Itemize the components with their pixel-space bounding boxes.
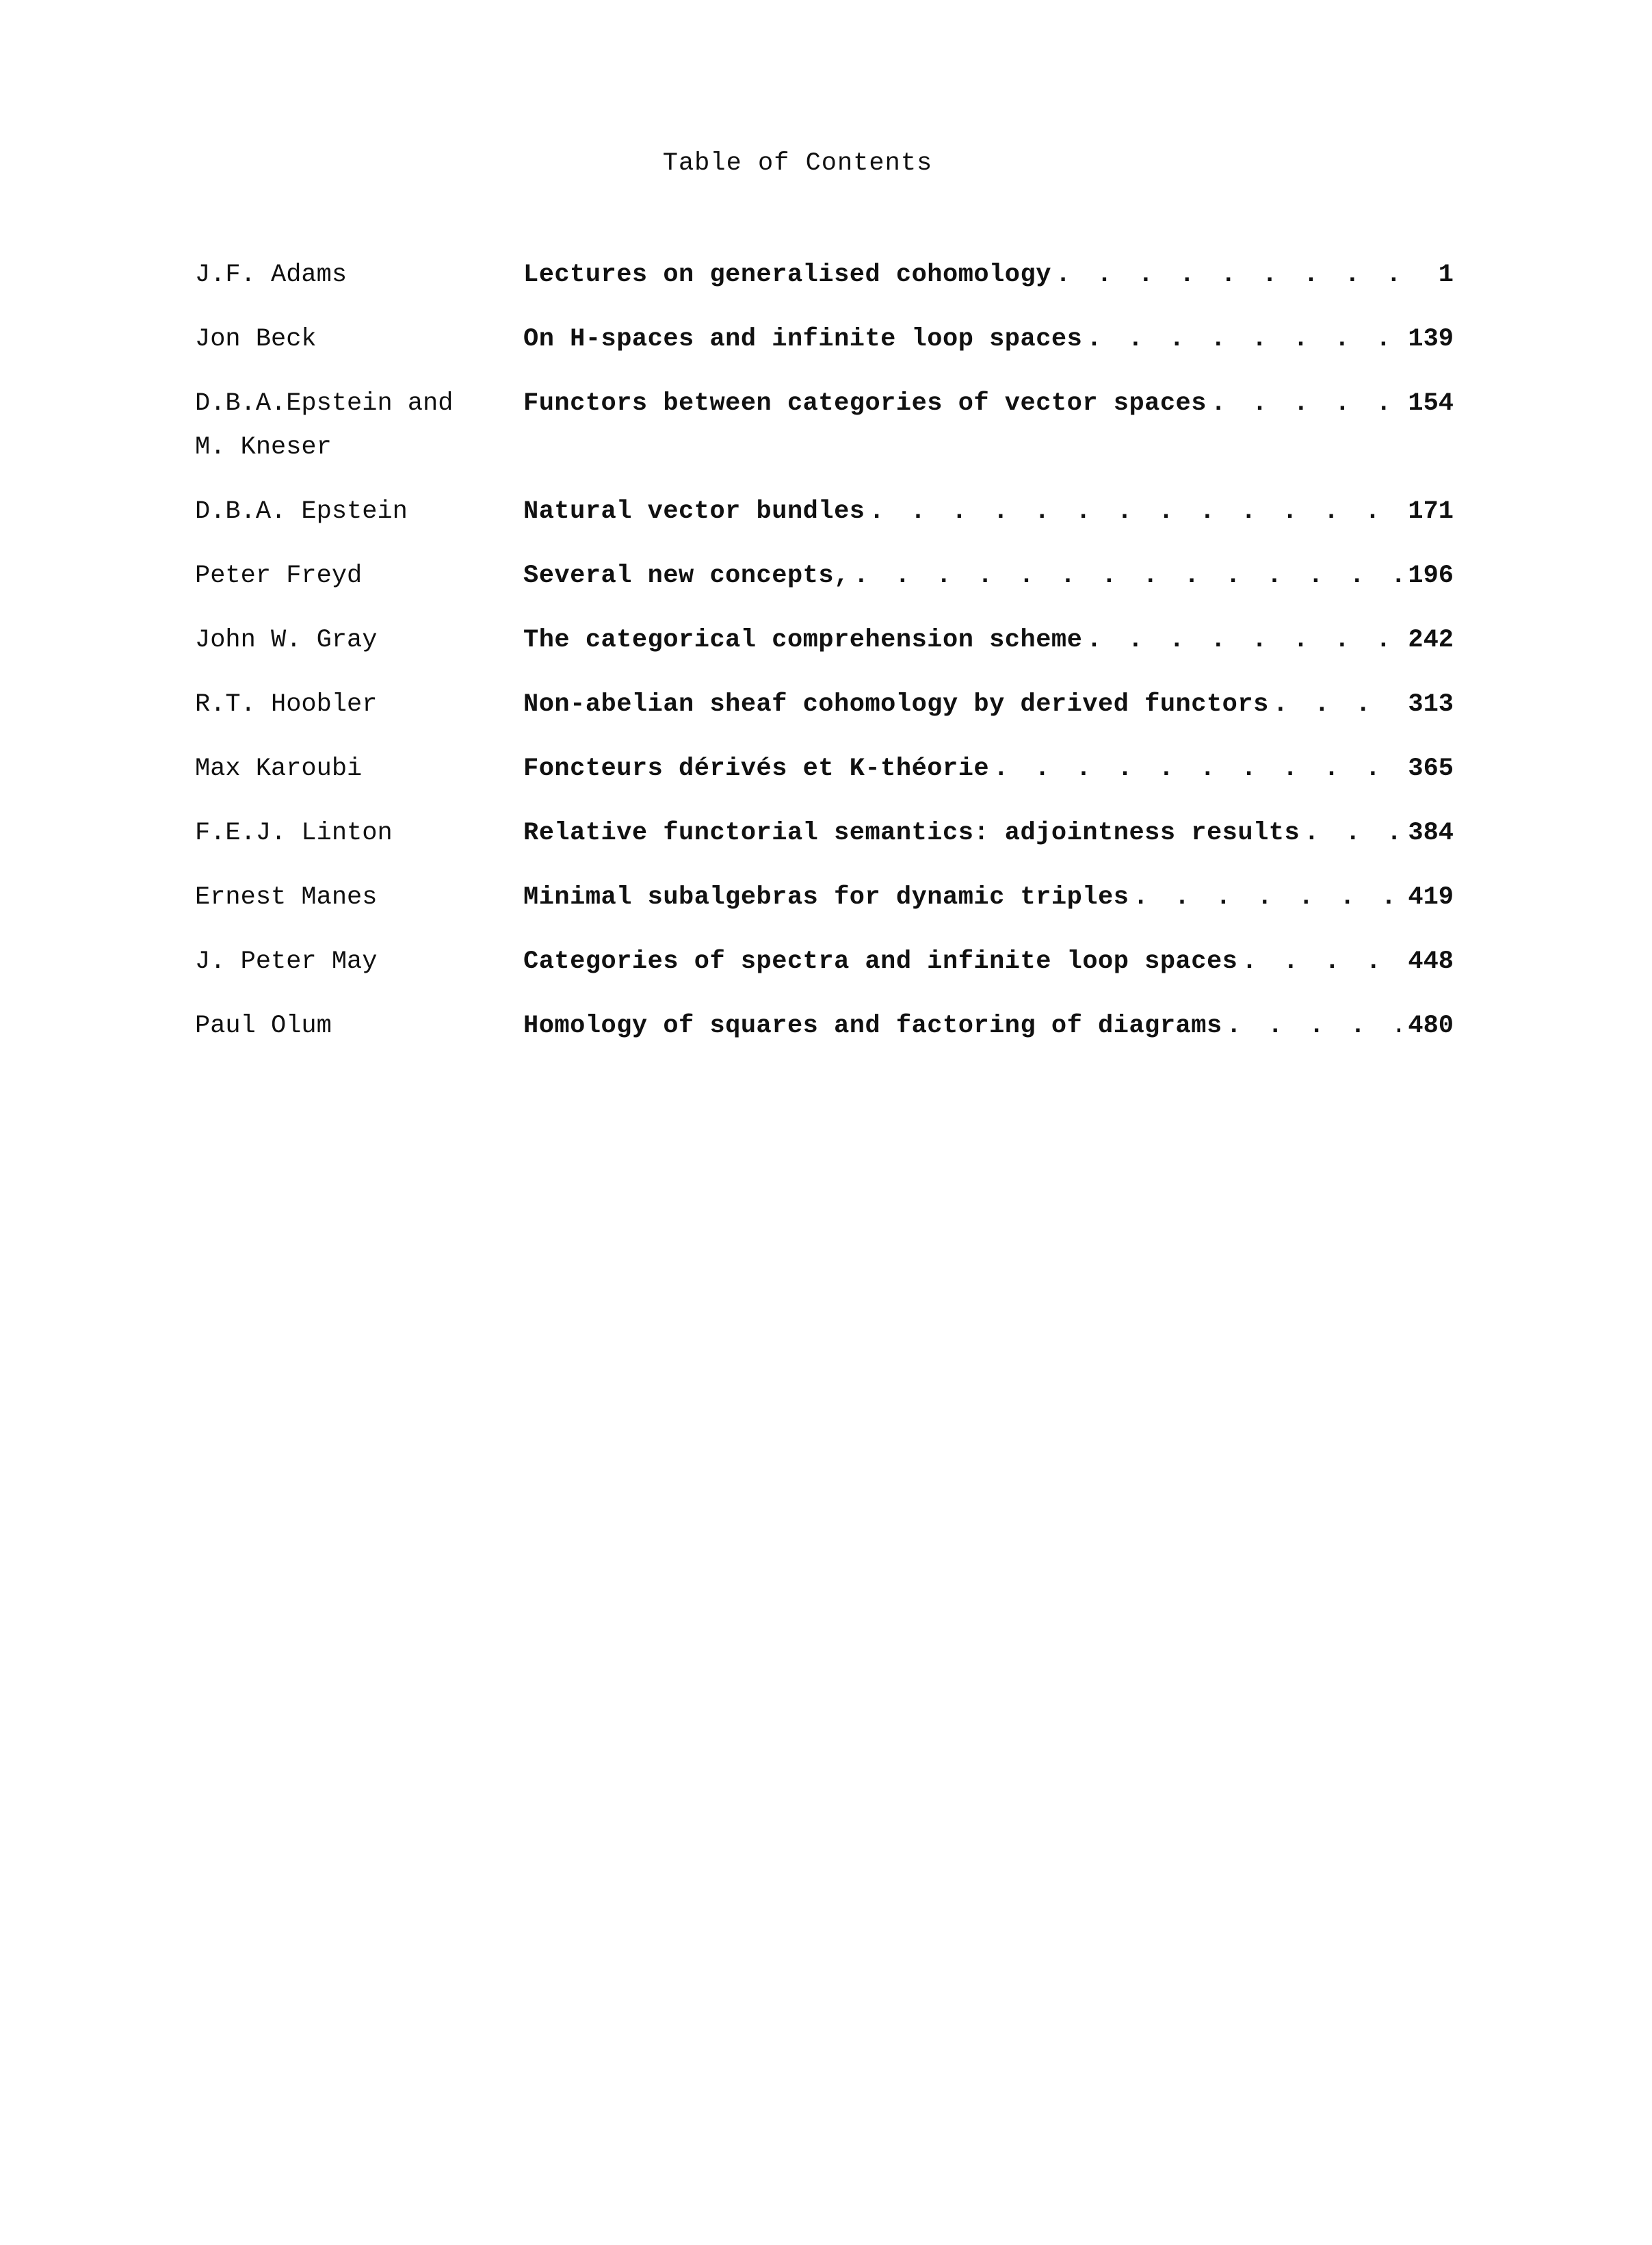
entry-line <box>523 561 1454 591</box>
entry-line <box>523 260 1454 290</box>
entry-author: F.E.J. Linton <box>195 819 393 848</box>
toc-entry <box>195 1011 1454 1048</box>
entry-author: Peter Freyd <box>195 562 363 590</box>
entry-author: Ernest Manes <box>195 883 378 912</box>
entry-line <box>523 389 1454 419</box>
toc-entry <box>195 818 1454 855</box>
entry-title: Relative functorial semantics: adjointness results <box>523 819 1300 848</box>
table-of-contents <box>195 260 1454 1075</box>
entry-line <box>523 497 1454 527</box>
dot-leader <box>854 561 1400 591</box>
entry-line <box>523 625 1454 655</box>
entry-page-number: 171 <box>1408 497 1454 526</box>
toc-entry <box>195 882 1454 919</box>
entry-page-number: 384 <box>1408 819 1454 848</box>
toc-entry <box>195 260 1454 297</box>
entry-author: Paul Olum <box>195 1012 332 1040</box>
toc-entry <box>195 947 1454 984</box>
entry-line <box>523 324 1454 354</box>
entry-title: Non-abelian sheaf cohomology by derived functors <box>523 690 1269 719</box>
entry-author: D.B.A. Epstein <box>195 497 408 526</box>
entry-page-number: 139 <box>1408 325 1454 354</box>
entry-author: Jon Beck <box>195 325 317 354</box>
dot-leader <box>1086 324 1400 354</box>
entry-line <box>523 947 1454 977</box>
entry-line <box>523 882 1454 913</box>
entry-line <box>523 818 1454 848</box>
entry-line <box>523 754 1454 784</box>
entry-author: J.F. Adams <box>195 261 348 289</box>
entry-page-number: 313 <box>1408 690 1454 719</box>
entry-title: Categories of spectra and infinite loop spaces <box>523 947 1238 976</box>
entry-author: D.B.A.Epstein and M. Kneser <box>195 389 454 462</box>
entry-page-number: 242 <box>1408 626 1454 655</box>
toc-entry <box>195 324 1454 361</box>
dot-leader <box>1227 1011 1400 1041</box>
toc-entry <box>195 497 1454 534</box>
entry-title: Foncteurs dérivés et K-théorie <box>523 754 990 783</box>
entry-title: Homology of squares and factoring of diagrams <box>523 1012 1222 1040</box>
dot-leader <box>993 754 1400 784</box>
dot-leader <box>869 497 1400 527</box>
entry-title: Several new concepts, <box>523 562 850 590</box>
entry-page-number: 1 <box>1438 261 1454 289</box>
dot-leader <box>1086 625 1400 655</box>
dot-leader <box>1242 947 1400 977</box>
dot-leader <box>1133 882 1400 913</box>
entry-line <box>523 1011 1454 1041</box>
page-title: Table of Contents <box>662 149 933 178</box>
entry-author: R.T. Hoobler <box>195 690 378 719</box>
dot-leader <box>1211 389 1400 419</box>
toc-entry <box>195 389 1454 469</box>
entry-page-number: 480 <box>1408 1012 1454 1040</box>
toc-entry <box>195 561 1454 598</box>
entry-page-number: 448 <box>1408 947 1454 976</box>
entry-title: The categorical comprehension scheme <box>523 626 1083 655</box>
entry-page-number: 154 <box>1408 389 1454 418</box>
entry-title: Lectures on generalised cohomology <box>523 261 1051 289</box>
toc-entry <box>195 754 1454 791</box>
entry-page-number: 419 <box>1408 883 1454 912</box>
toc-entry <box>195 690 1454 726</box>
entry-page-number: 365 <box>1408 754 1454 783</box>
toc-entry <box>195 625 1454 662</box>
entry-line <box>523 690 1454 720</box>
dot-leader <box>1273 690 1400 720</box>
entry-page-number: 196 <box>1408 562 1454 590</box>
entry-author: John W. Gray <box>195 626 378 655</box>
entry-title: On H-spaces and infinite loop spaces <box>523 325 1083 354</box>
entry-author: J. Peter May <box>195 947 378 976</box>
entry-title: Functors between categories of vector spaces <box>523 389 1207 418</box>
entry-title: Natural vector bundles <box>523 497 865 526</box>
entry-author: Max Karoubi <box>195 754 363 783</box>
dot-leader <box>1304 818 1400 848</box>
entry-title: Minimal subalgebras for dynamic triples <box>523 883 1129 912</box>
dot-leader <box>1056 260 1400 290</box>
